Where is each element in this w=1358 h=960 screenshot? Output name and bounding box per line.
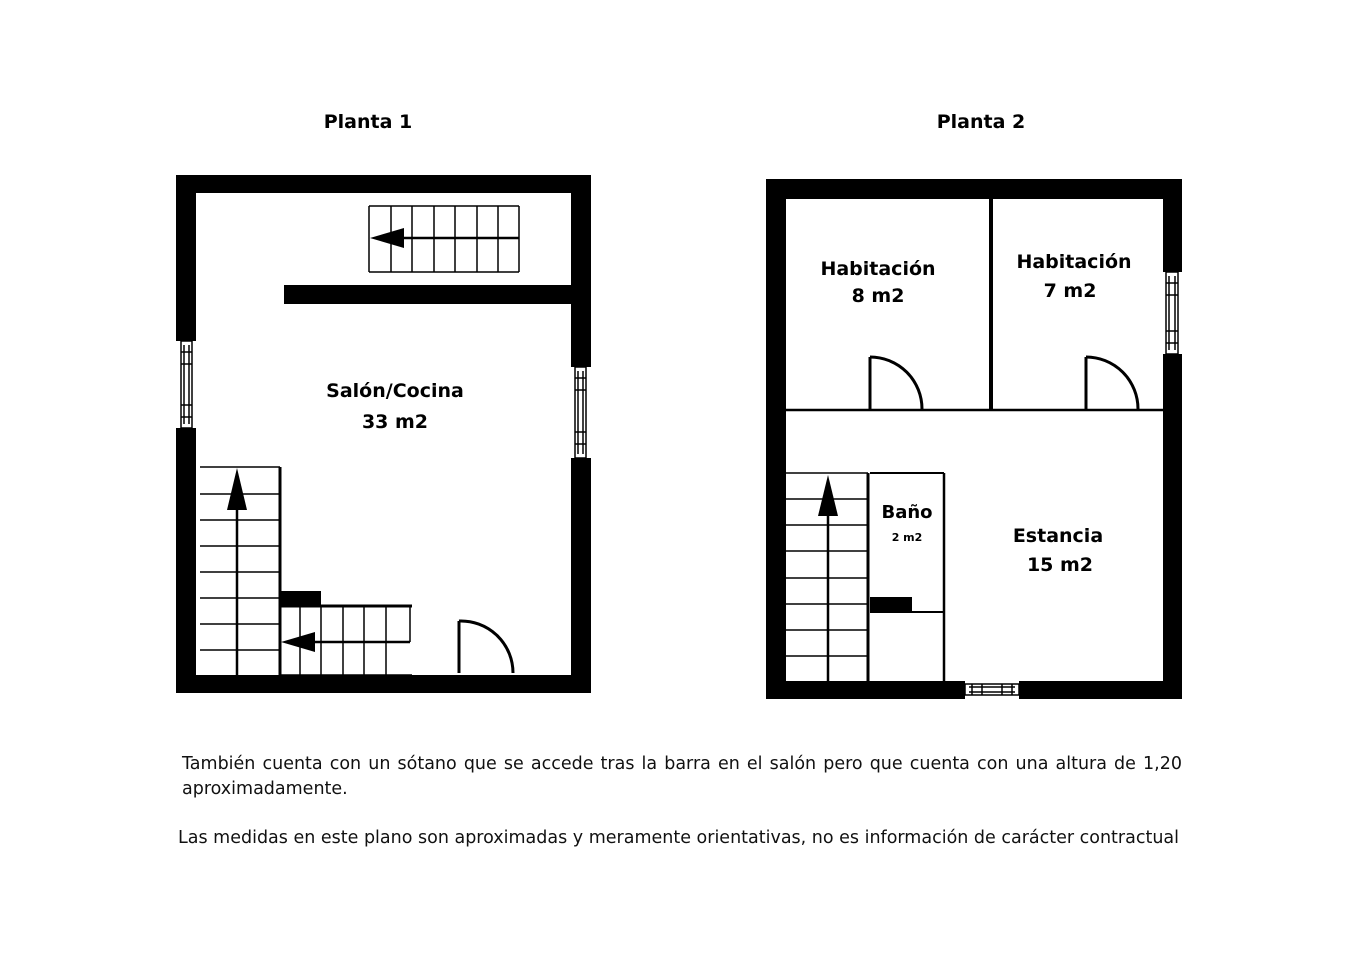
- floor-1-title: Planta 1: [323, 111, 413, 133]
- room-area-bedroom-1: 8 m2: [851, 285, 905, 307]
- floor-2-door-bedroom-2: [1086, 357, 1138, 409]
- floor-1-wall-top: [176, 175, 591, 193]
- floor-2-plan: [766, 179, 1182, 699]
- room-area-salon: 33 m2: [361, 411, 429, 433]
- floor-1-stairs-bottom: [280, 591, 412, 675]
- room-label-bathroom: Baño: [881, 502, 933, 523]
- floor-1-door-entrance: [459, 621, 513, 673]
- floor-1-wall-bottom: [176, 675, 591, 693]
- floor-2-window-bottom: [965, 684, 1019, 695]
- floor-1-wall-right-lower: [571, 458, 591, 693]
- room-area-estancia: 15 m2: [1026, 554, 1094, 576]
- floor-1-wall-right-upper: [571, 175, 591, 367]
- floor-1-window-right: [575, 367, 586, 458]
- floor-2-wall-top: [766, 179, 1182, 199]
- floor-2-wall-left: [766, 179, 786, 699]
- floor-1-stairs-top: [369, 206, 519, 272]
- floor-1-stairs-left: [200, 467, 280, 675]
- floor-2-window-right: [1166, 272, 1178, 354]
- floor-1-wall-left-lower: [176, 428, 196, 693]
- floor-2-bath-wall-stub: [870, 597, 912, 613]
- room-area-bathroom: 2 m2: [891, 531, 923, 544]
- floor-2-wall-right-lower: [1163, 354, 1182, 699]
- floor-2-wall-right-upper: [1163, 179, 1182, 272]
- floor-1-wall-left-upper: [176, 175, 196, 341]
- floor-1-plan: [176, 175, 591, 693]
- floor-2-door-bedroom-1: [870, 357, 922, 409]
- floor-1-window-left: [181, 341, 192, 428]
- floor-1-partition-wall: [284, 285, 571, 304]
- floor-2-wall-bottom-left: [766, 681, 965, 699]
- floor-2-title: Planta 2: [936, 111, 1026, 133]
- disclaimer-note: Las medidas en este plano son aproximadas y meramente orientativas, no es información de carácter contractual: [178, 828, 1179, 848]
- room-label-estancia: Estancia: [1012, 525, 1104, 547]
- floor-2-stairs: [786, 473, 868, 681]
- floor-2-wall-bottom-right: [1019, 681, 1182, 699]
- basement-note: También cuenta con un sótano que se accede tras la barra en el salón pero que cuenta con una altura de 1,20 aproximadamente.: [182, 754, 1182, 799]
- room-area-bedroom-2: 7 m2: [1043, 280, 1097, 302]
- room-label-bedroom-2: Habitación: [1016, 251, 1132, 273]
- room-label-bedroom-1: Habitación: [820, 258, 936, 280]
- room-label-salon: Salón/Cocina: [326, 380, 464, 402]
